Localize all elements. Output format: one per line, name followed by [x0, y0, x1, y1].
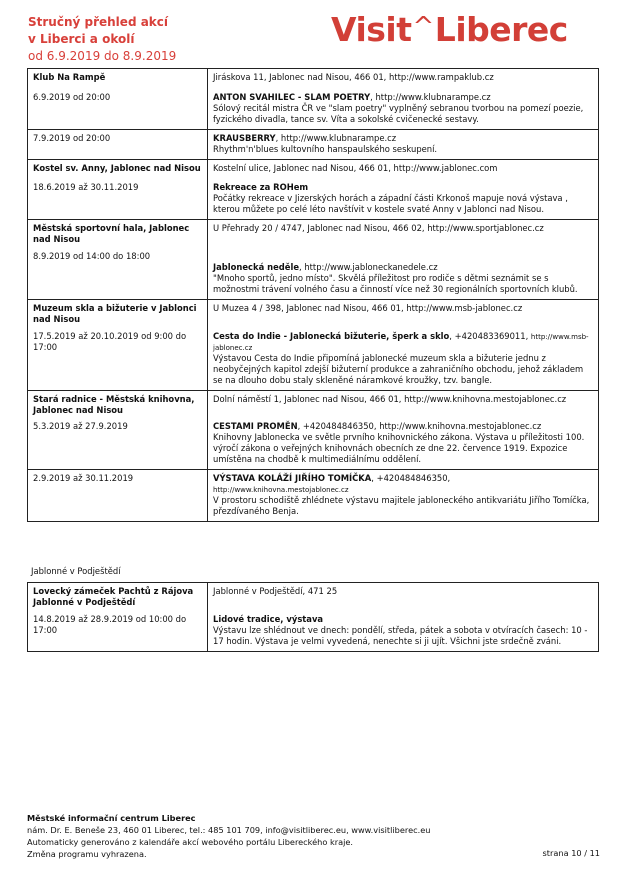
event-title: CESTAMI PROMĚN	[213, 421, 298, 432]
event-title: KRAUSBERRY	[213, 132, 276, 143]
venue-address: Kostelní ulice, Jablonec nad Nisou, 466 01, http://www.jablonec.com	[213, 162, 498, 173]
event-url-small: http://www.msb-jablonec.cz	[213, 332, 589, 352]
venue-name: Městská sportovní hala, Jablonec nad Nisou	[33, 223, 190, 245]
venue-row	[28, 583, 599, 608]
event-url: , http://www.jabloneckanedele.cz	[299, 262, 438, 273]
footer-address: nám. Dr. E. Beneše 23, 460 01 Liberec, tel.: 485 101 709, info@visitliberec.eu, www.visitliberec.eu	[27, 825, 431, 835]
event-description: Počátky rekreace v Jizerských horách a západní části Krkonoš mapuje nová výstava , kterou můžete po celé léto navštívit v kostele svaté Anny v Jablonci nad Nisou.	[213, 193, 568, 215]
venue-row	[28, 159, 599, 173]
title-line-1: Stručný přehled akcí	[28, 15, 169, 29]
venue-name: Klub Na Rampě	[33, 72, 106, 82]
venue-row	[28, 220, 599, 245]
venue-address: Jiráskova 11, Jablonec nad Nisou, 466 01, http://www.rampaklub.cz	[213, 72, 494, 82]
event-date: 18.6.2019 až 30.11.2019	[33, 182, 139, 193]
event-row	[28, 415, 599, 469]
event-url: , http://www.klubnarampe.cz	[275, 132, 397, 143]
event-date: 6.9.2019 od 20:00	[33, 91, 111, 102]
footer-note: Změna programu vyhrazena.	[27, 849, 147, 859]
footer	[27, 812, 430, 860]
event-row	[28, 129, 599, 159]
event-date: 17.5.2019 až 20.10.2019 od 9:00 do 17:00	[33, 330, 187, 352]
footer-note: Automaticky generováno z kalendáře akcí webového portálu Libereckého kraje.	[27, 837, 354, 847]
event-date: 7.9.2019 od 20:00	[33, 132, 111, 143]
event-row	[28, 608, 599, 651]
event-url: , http://www.klubnarampe.cz	[370, 91, 491, 102]
event-row	[28, 245, 599, 299]
venue-address: U Muzea 4 / 398, Jablonec nad Nisou, 466 01, http://www.msb-jablonec.cz	[213, 302, 523, 313]
event-url: , +420484846350,	[371, 473, 451, 484]
visit-liberec-logo: Visit^Liberec	[331, 10, 568, 49]
event-url-small: http://www.knihovna.mestojablonec.cz	[213, 486, 349, 495]
event-description: "Mnoho sportů, jedno místo". Skvělá příležitost pro rodiče s dětmi seznámit se s možnostmi trávení volného času a činností více než 30 regionálních sportovních klubů.	[213, 272, 578, 294]
document-title	[28, 14, 176, 65]
events-table	[27, 68, 599, 522]
event-title: Rekreace za ROHem	[213, 182, 309, 193]
event-row	[28, 173, 599, 219]
event-date: 8.9.2019 od 14:00 do 18:00	[33, 251, 151, 262]
event-description: Sólový recitál mistra ČR ve "slam poetry" vyplněný sebranou tvorbou na pomezí poezie, fyzického divadla, tance sv. Víta a sokolské cvičenecké sestavy.	[213, 102, 584, 124]
venue-row	[28, 69, 599, 83]
event-title: VÝSTAVA KOLÁŽÍ JIŘÍHO TOMÍČKA	[213, 473, 372, 484]
event-row	[28, 470, 599, 522]
event-description: Rhythm'n'blues kultovního hanspaulského seskupení.	[213, 143, 438, 154]
event-description: Knihovny Jablonecka ve světle prvního knihovnického zákona. Výstava u příležitosti 100. výročí zákona o veřejných knihovnách obecních ze dne 22. července 1919. Expozice umístěna na chodbě k multimediálnímu oddělení.	[213, 432, 585, 465]
event-description: Výstavu lze shlédnout ve dnech: pondělí, středa, pátek a sobota v otvíracích časech: 10 - 17 hodin. Výstava je velmi vyvedená, nenechte si ji ujít. Všichni jste srdečně zváni.	[213, 624, 588, 646]
event-date: 5.3.2019 až 27.9.2019	[33, 421, 128, 432]
venue-name: Stará radnice - Městská knihovna, Jablonec nad Nisou	[33, 393, 195, 415]
venue-address: Jablonné v Podještědí, 471 25	[213, 586, 338, 596]
event-url: , +420483369011,	[449, 330, 529, 341]
venue-row	[28, 299, 599, 324]
page-number: strana 10 / 11	[542, 848, 600, 858]
date-range: od 6.9.2019 do 8.9.2019	[28, 49, 177, 63]
event-title: Jablonecká neděle	[213, 262, 299, 273]
venue-row	[28, 390, 599, 415]
section-heading: Jablonné v Podještědí	[31, 566, 121, 576]
event-date: 2.9.2019 až 30.11.2019	[33, 473, 134, 484]
footer-org: Městské informační centrum Liberec	[27, 813, 196, 823]
event-title: ANTON SVAHILEC - SLAM POETRY	[213, 91, 371, 102]
event-description: V prostoru schodiště zhlédnete výstavu majitele jabloneckého antikvariátu Jiřího Tomíčka, přezdívaného Benja.	[213, 495, 590, 517]
venue-address: Dolní náměstí 1, Jablonec nad Nisou, 466 01, http://www.knihovna.mestojablonec.cz	[213, 393, 567, 404]
events-table-2	[27, 582, 599, 652]
event-title: Lidové tradice, výstava	[213, 613, 324, 624]
venue-name: Muzeum skla a bižuterie v Jablonci nad Nisou	[33, 302, 197, 324]
event-date: 14.8.2019 až 28.9.2019 od 10:00 do 17:00	[33, 613, 187, 635]
event-title: Cesta do Indie - Jablonecká bižuterie, šperk a sklo	[213, 330, 450, 341]
venue-name: Kostel sv. Anny, Jablonec nad Nisou	[33, 162, 201, 173]
event-row	[28, 325, 599, 390]
event-row	[28, 83, 599, 129]
venue-name: Lovecký zámeček Pachtů z Rájova Jablonné v Podještědí	[33, 586, 194, 607]
event-description: Výstavou Cesta do Indie připomíná jablonecké muzeum skla a bižuterie jednu z neobyčejných kapitol zdejší bižuterní produkce a zahraničního obchodu, jehož základem se na dlouho dobu staly skleněné náramkové kroužky, tzv. bangle.	[213, 352, 584, 385]
venue-address: U Přehrady 20 / 4747, Jablonec nad Nisou, 466 02, http://www.sportjablonec.cz	[213, 223, 544, 234]
event-url: , +420484846350, http://www.knihovna.mestojablonec.cz	[297, 421, 542, 432]
title-line-2: v Liberci a okolí	[28, 32, 135, 46]
